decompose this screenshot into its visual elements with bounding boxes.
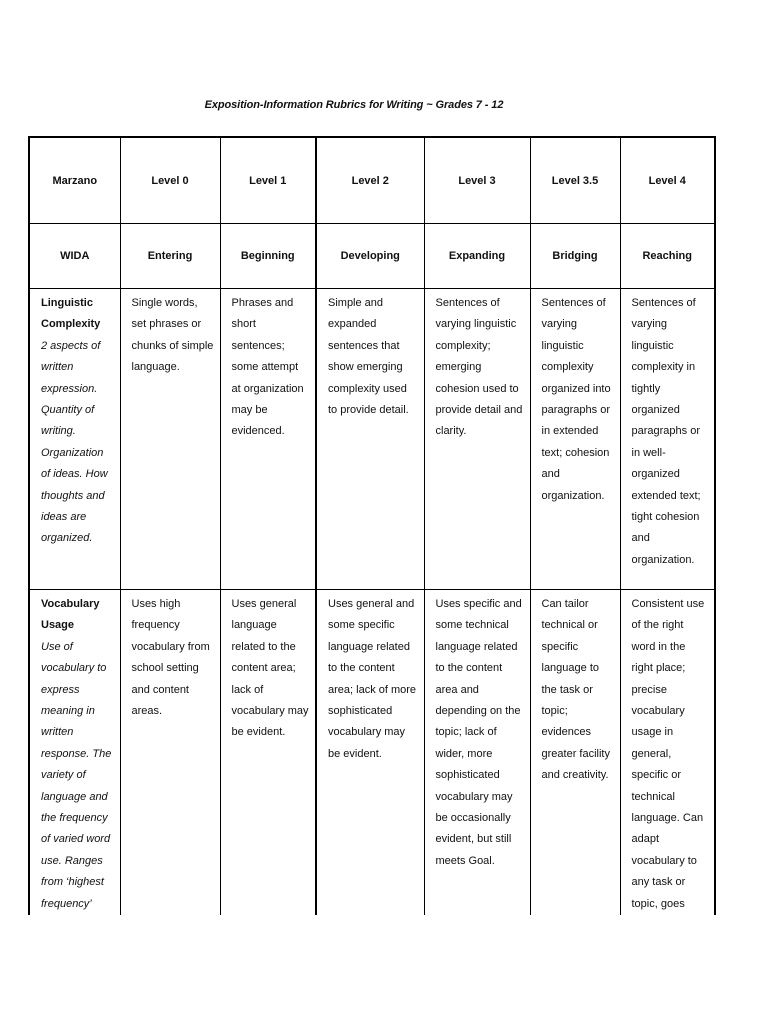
- linguistic-level-2-cell: Simple and expanded sentences that show emerging complexity used to provide detail.: [316, 289, 424, 590]
- header-level-3: Level 3: [424, 137, 530, 224]
- vocabulary-usage-row: [29, 590, 715, 916]
- header-bridging: Bridging: [530, 224, 620, 289]
- header-level-0: Level 0: [120, 137, 220, 224]
- linguistic-level-3-cell: Sentences of varying linguistic complexity; emerging cohesion used to provide detail and clarity.: [424, 289, 530, 590]
- vocabulary-level-1-cell: Uses general language related to the content area; lack of vocabulary may be evident.: [220, 590, 316, 916]
- vocabulary-level-2-cell: Uses general and some specific language related to the content area; lack of more sophisticated vocabulary may be evident.: [316, 590, 424, 916]
- linguistic-level-3-5-cell: Sentences of varying linguistic complexity organized into paragraphs or in extended text; cohesion and organization.: [530, 289, 620, 590]
- document-title: Exposition-Information Rubrics for Writing ~ Grades 7 - 12: [204, 99, 504, 111]
- header-level-3-5: Level 3.5: [530, 137, 620, 224]
- linguistic-level-0-cell: Single words, set phrases or chunks of simple language.: [120, 289, 220, 590]
- vocabulary-level-4-cell: Consistent use of the right word in the right place; precise vocabulary usage in general, specific or technical language. Can adapt vocabulary to any task or topic, goes: [620, 590, 715, 916]
- wida-header-row: [29, 224, 715, 289]
- linguistic-level-4-cell: Sentences of varying linguistic complexity in tightly organized paragraphs or in well-organized extended text; tight cohesion and organization.: [620, 289, 715, 590]
- linguistic-complexity-label-cell: [29, 289, 120, 590]
- header-beginning: Beginning: [220, 224, 316, 289]
- level-header-row: [29, 137, 715, 224]
- header-level-2: Level 2: [316, 137, 424, 224]
- linguistic-complexity-row: [29, 289, 715, 590]
- header-reaching: Reaching: [620, 224, 715, 289]
- header-wida: WIDA: [29, 224, 120, 289]
- linguistic-complexity-label: Linguistic Complexity: [41, 297, 101, 331]
- vocabulary-level-0-cell: Uses high frequency vocabulary from school setting and content areas.: [120, 590, 220, 916]
- header-level-4: Level 4: [620, 137, 715, 224]
- vocabulary-level-3-cell: Uses specific and some technical language related to the content area and depending on the topic; lack of wider, more sophisticated vocabulary may be occasionally evident, but still meets Goal.: [424, 590, 530, 916]
- vocabulary-level-3-5-cell: Can tailor technical or specific language to the task or topic; evidences greater facility and creativity.: [530, 590, 620, 916]
- header-expanding: Expanding: [424, 224, 530, 289]
- header-entering: Entering: [120, 224, 220, 289]
- header-level-1: Level 1: [220, 137, 316, 224]
- header-developing: Developing: [316, 224, 424, 289]
- rubric-table: [28, 136, 716, 915]
- linguistic-level-1-cell: Phrases and short sentences; some attempt at organization may be evidenced.: [220, 289, 316, 590]
- vocabulary-usage-label: Vocabulary Usage: [41, 598, 100, 632]
- linguistic-complexity-description: 2 aspects of written expression. Quantity of writing. Organization of ideas. How thoughts and ideas are organized.: [41, 339, 108, 545]
- vocabulary-usage-description: Use of vocabulary to express meaning in written response. The variety of language and the frequency of varied word use. Ranges from ‘highest frequency’: [41, 640, 112, 910]
- header-marzano: Marzano: [29, 137, 120, 224]
- vocabulary-usage-label-cell: [29, 590, 120, 916]
